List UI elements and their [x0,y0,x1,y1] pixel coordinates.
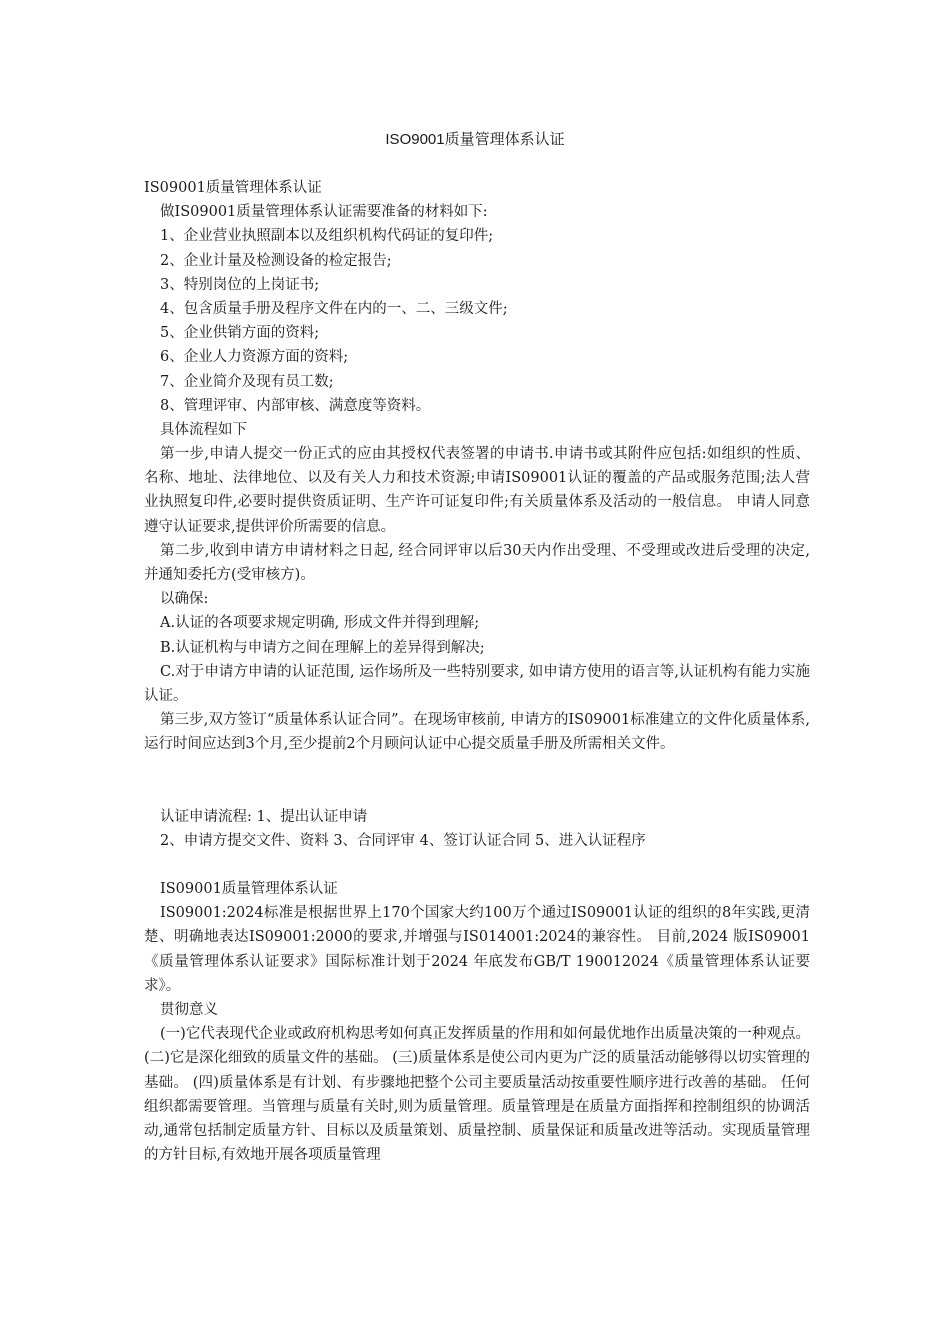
ensure-heading: 以确保: [160,591,209,608]
list-item: C.对于申请方申请的认证范围, 运作场所及一些特别要求, 如申请方使用的语言等,认证机构有能力实施认证。 [144,663,810,705]
list-item: 8、管理评审、内部审核、满意度等资料。 [160,397,431,414]
materials-intro: 做IS09001质量管理体系认证需要准备的材料如下: [160,204,488,221]
materials-list [144,224,810,418]
document-body [144,176,810,1167]
list-item: 7、企业简介及现有员工数; [160,373,334,390]
list-item: 3、特别岗位的上岗证书; [160,276,320,293]
list-item: 5、企业供销方面的资料; [160,325,320,342]
document-title: ISO9001质量管理体系认证 [385,131,565,148]
significance-heading: 贯彻意义 [160,1002,218,1019]
list-item: B.认证机构与申请方之间在理解上的差异得到解决; [160,639,485,656]
section-heading: IS09001质量管理体系认证 [144,180,322,196]
list-item: 1、企业营业执照副本以及组织机构代码证的复印件; [160,228,494,245]
list-item: 4、包含质量手册及程序文件在内的一、二、三级文件; [160,300,508,317]
step-3-paragraph: 第三步,双方签订“质量体系认证合同”。在现场审核前, 申请方的IS09001标准建立的文件化质量体系,运行时间应达到3个月,至少提前2个月顾问认证中心提交质量手册及所需相关文件。 [144,712,810,753]
standard-paragraph: IS09001:2024标准是根据世界上170个国家大约100万个通过IS09001认证的组织的8年实践,更清楚、明确地表达IS09001:2000的要求,并增强与IS014001:2024的兼容性。 目前,2024 版IS09001《质量管理体系认证要求》国际标准计划于2024 年底发布GB/T 190012024《质量管理体系认证要求》。 [144,905,810,994]
list-item: 2、企业计量及检测设备的检定报告; [160,252,392,269]
application-process-steps: 2、申请方提交文件、资料 3、合同评审 4、签订认证合同 5、进入认证程序 [160,832,646,849]
process-heading: 具体流程如下 [160,421,247,438]
step-2-paragraph: 第二步,收到申请方申请材料之日起, 经合同评审以后30天内作出受理、不受理或改进后受理的决定, 并通知委托方(受审核方)。 [144,542,810,584]
list-item: 6、企业人力资源方面的资料; [160,349,349,366]
section-heading: IS09001质量管理体系认证 [160,881,338,898]
application-process-line: 认证申请流程: 1、提出认证申请 [160,808,368,825]
step-1-paragraph: 第一步,申请人提交一份正式的应由其授权代表签署的申请书.申请书或其附件应包括:如组织的性质、名称、地址、法律地位、以及有关人力和技术资源;申请IS09001认证的覆盖的产品或服务范围;法人营业执照复印件,必要时提供资质证明、生产许可证复印件;有关质量体系及活动的一般信息。 申请人同意遵守认证要求,提供评价所需要的信息。 [144,446,810,535]
significance-paragraph: (一)它代表现代企业或政府机构思考如何真正发挥质量的作用和如何最优地作出质量决策的一种观点。 (二)它是深化细致的质量文件的基础。 (三)质量体系是使公司内更为广泛的质量活动能够得以切实管理的基础。 (四)质量体系是有计划、有步骤地把整个公司主要质量活动按重要性顺序进行改善的基础。 任何组织都需要管理。当管理与质量有关时,则为质量管理。质量管理是在质量方面指挥和控制组织的协调活动,通常包括制定质量方针、目标以及质量策划、质量控制、质量保证和质量改进等活动。实现质量管理的方针目标,有效地开展各项质量管理 [144,1026,810,1164]
list-item: A.认证的各项要求规定明确, 形成文件并得到理解; [160,615,480,632]
